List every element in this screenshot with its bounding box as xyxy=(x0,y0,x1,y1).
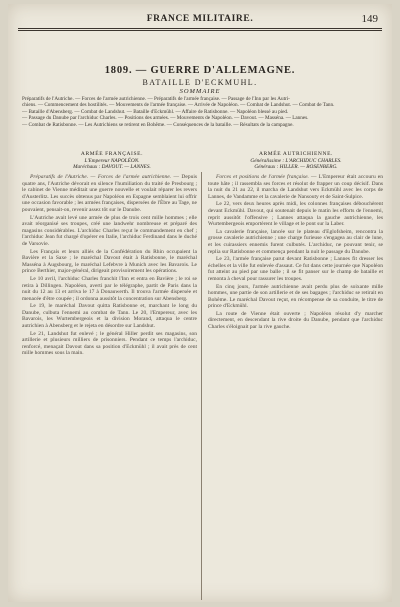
sommaire-line: chiens. — Commencement des hostilités. — Mouvements de l'armée française. — Arrivée de Napoléon. — Combat de Landshut. — Combat de Tann. xyxy=(22,102,335,109)
right-paragraph: — L'Empereur était accouru en toute hâte ; il rassembla ses forces et résolut de frapper un coup décisif. Dans la nuit du 21 au 22, il marcha de Landshut vers Eckmühl avec les corps de Lannes, de Vandamme et la cavalerie de Nansouty et de Saint-Sulpice. xyxy=(208,174,383,200)
header-rule-double xyxy=(18,30,382,31)
left-lead: Préparatifs de l'Autriche. — Forces de l'armée autrichienne. xyxy=(30,174,172,180)
sommaire-line: — Passage du Danube par l'archiduc Charles. — Positions des armées. — Mouvements de Napoléon. — Davout. — Masséna. — Lannes. xyxy=(22,115,309,122)
book-page xyxy=(8,4,392,602)
sommaire-line: — Bataille d'Abensberg. — Combat de Landshut. — Bataille d'Eckmühl. — Affaire de Ratisbonne. — Napoléon blessé au pied. xyxy=(22,108,289,115)
right-paragraph: Le 22, vers deux heures après midi, les colonnes françaises débouchèrent devant Eckmühl. Davout, qui soutenait depuis le matin les efforts de l'ennemi, reprit aussitôt l'offensive ; Lannes attaqua la gauche autrichienne, les Wurtembergeois emportèrent le village et le pont sur la Laber. xyxy=(208,201,383,228)
left-paragraph: L'Autriche avait levé une armée de plus de trois cent mille hommes ; elle avait réorganisé ses troupes, créé une landwehr nombreuse et préparé des magasins considérables. L'archiduc Charles reçut le commandement en chef ; l'archiduc Jean fut chargé d'opérer en Italie, l'archiduc Ferdinand dans le duché de Varsovie. xyxy=(22,214,197,247)
right-column xyxy=(208,174,383,599)
right-box-title: ARMÉE AUTRICHIENNE. xyxy=(258,151,334,157)
chapter-subheading: BATAILLE D'ECKMUHL. xyxy=(142,78,258,87)
right-box-sub-1: Généralissime : L'ARCHIDUC CHARLES. xyxy=(250,158,342,164)
left-paragraph: Le 10 avril, l'archiduc Charles franchit l'Inn et entra en Bavière ; le roi se retira à Dillingen. Napoléon, averti par le télégraphe, partit de Paris dans la nuit du 12 au 13 et arriva le 17 à Donauwerth. Il trouva l'armée dispersée et menacée d'être coupée ; il ordonna aussitôt la concentration sur Abensberg. xyxy=(22,275,197,302)
running-head xyxy=(8,14,392,28)
sommaire-block xyxy=(22,96,378,140)
right-lead: Forces et positions de l'armée française. xyxy=(216,174,309,180)
header-rule xyxy=(18,28,382,29)
left-box-sub-2: Maréchaux : DAVOUT. — LANNES. xyxy=(73,164,151,170)
running-title: FRANCE MILITAIRE. xyxy=(146,14,254,24)
left-box-title: ARMÉE FRANÇAISE. xyxy=(80,151,144,157)
right-box-sub-2: Généraux : HILLER. — ROSENBERG. xyxy=(254,164,338,170)
left-column xyxy=(22,174,197,599)
sommaire-title: SOMMAIRE xyxy=(179,88,221,95)
left-paragraph: Le 21, Landshut fut enlevé ; le général Hiller perdit ses magasins, son artillerie et plusieurs milliers de prisonniers. Pendant ce temps l'archiduc, renforcé, menaçait Davout dans sa position d'Eckmühl ; il avait près de cent mille hommes sous la main. xyxy=(22,330,197,357)
left-paragraph: — Depuis quatre ans, l'Autriche dévorait en silence l'humiliation du traité de Presbourg ; le cabinet de Vienne méditait une guerre nouvelle et voulait réparer les revers d'Austerlitz. Les succès obtenus par Napoléon en Espagne semblaient lui offrir une occasion favorable ; les armées françaises, dispersées de l'Èbre au Tage, ne pouvaient, pensait-on, revenir assez tôt sur le Danube. xyxy=(22,174,197,213)
sommaire-line: — Combat de Ratisbonne. — Les Autrichiens se retirent en Bohême. — Conséquences de la bataille. — Résultats de la campagne. xyxy=(22,121,294,128)
chapter-heading: 1809. — GUERRE D'ALLEMAGNE. xyxy=(104,65,296,76)
left-paragraph: Les Français et leurs alliés de la Confédération du Rhin occupaient la Bavière et la Saxe ; le maréchal Davout était à Ratisbonne, le maréchal Masséna à Augsbourg, le maréchal Lefebvre à Munich avec les Bavarois. Le prince Berthier, major-général, dirigeait provisoirement les opérations. xyxy=(22,248,197,275)
sommaire-line: Préparatifs de l'Autriche. — Forces de l'armée autrichienne. — Préparatifs de l'armée française. — Passage de l'Inn par les Autri- xyxy=(22,96,290,102)
right-paragraph: Le 23, l'armée française parut devant Ratisbonne ; Lannes fit dresser les échelles et la ville fut enlevée d'assaut. Ce fut dans cette journée que Napoléon fut atteint au pied par une balle ; il se fit panser sur le champ de bataille et remonta à cheval pour rassurer les troupes. xyxy=(208,256,383,282)
right-paragraph: La route de Vienne était ouverte ; Napoléon résolut d'y marcher directement, en descendant la rive droite du Danube, pendant que l'archiduc Charles s'éloignait par la rive gauche. xyxy=(208,310,383,331)
right-paragraph: La cavalerie française, lancée sur le plateau d'Eglofsheim, rencontra la grosse cavalerie autrichienne ; une charge furieuse s'engagea au clair de lune, et les cuirassiers ennemis furent culbutés. L'archiduc, ne pouvant tenir, se replia sur Ratisbonne et commença pendant la nuit le passage du Danube. xyxy=(208,228,383,255)
column-divider xyxy=(201,172,202,600)
right-paragraph: En cinq jours, l'armée autrichienne avait perdu plus de soixante mille hommes, une partie de son artillerie et de ses bagages ; l'archiduc se retirait en Bohême. Le maréchal Davout reçut, en récompense de sa conduite, le titre de prince d'Eckmühl. xyxy=(208,283,383,310)
page-number: 149 xyxy=(361,13,378,25)
left-box-sub-1: L'Empereur NAPOLÉON. xyxy=(84,158,140,164)
left-paragraph: Le 19, le maréchal Davout quitta Ratisbonne et, marchant le long du Danube, culbuta l'ennemi au combat de Tann. Le 20, l'Empereur, avec les Bavarois, les Wurtembergeois et la division Morand, attaqua le centre autrichien à Abensberg et le rejeta en désordre sur Landshut. xyxy=(22,303,197,330)
